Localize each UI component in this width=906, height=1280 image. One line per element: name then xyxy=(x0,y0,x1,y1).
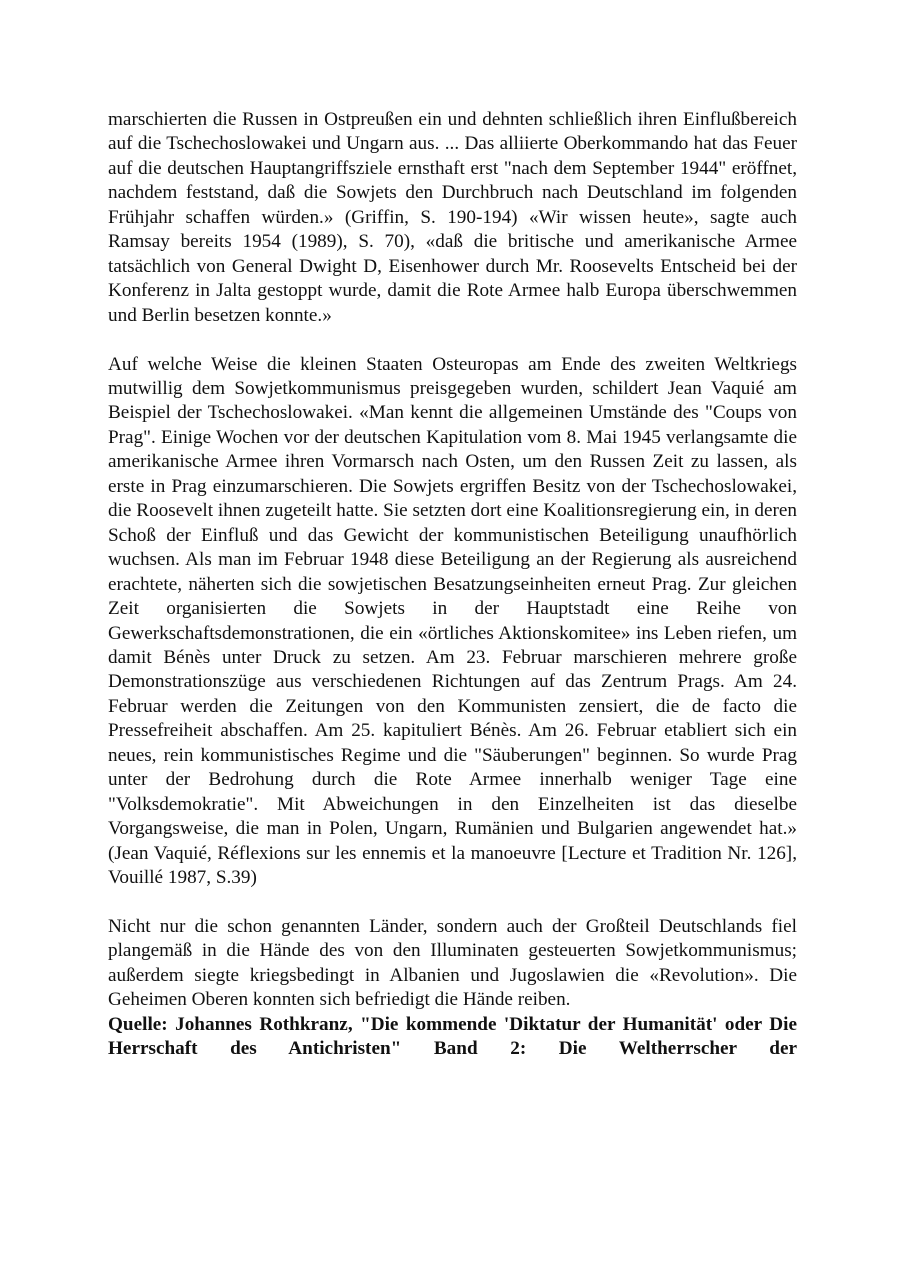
paragraph-3: Nicht nur die schon genannten Länder, sondern auch der Großteil Deutschlands fiel plangemäß in die Hände des von den Illuminaten gesteuerten Sowjetkommunismus; außerdem siegte kriegsbedingt in Albanien und Jugoslawien die «Revolution». Die Geheimen Oberen konnten sich befriedigt die Hände reiben. xyxy=(108,915,797,1011)
paragraph-2: Auf welche Weise die kleinen Staaten Osteuropas am Ende des zweiten Weltkriegs mutwillig dem Sowjetkommunismus preisgegeben wurden, schildert Jean Vaquié am Beispiel der Tschechoslowakei. «Man kennt die allgemeinen Umstände des "Coups von Prag". Einige Wochen vor der deutschen Kapitulation vom 8. Mai 1945 verlangsamte die amerikanische Armee ihren Vormarsch nach Osten, um den Russen Zeit zu lassen, als erste in Prag einzumarschieren. Die Sowjets ergriffen Besitz von der Tschechoslowakei, die Roosevelt ihnen zugeteilt hatte. Sie setzten dort eine Koalitionsregierung ein, in deren Schoß der Einfluß und das Gewicht der kommunistischen Beteiligung unaufhörlich wuchsen. Als man im Februar 1948 diese Beteiligung an der Regierung als ausreichend erachtete, näherten sich die sowjetischen Besatzungseinheiten erneut Prag. Zur gleichen Zeit organisierten die Sowjets in der Hauptstadt eine Reihe von Gewerkschaftsdemonstrationen, die ein «örtliches Aktionskomitee» ins Leben riefen, um damit Bénès unter Druck zu setzen. Am 23. Februar marschieren mehrere große Demonstrationszüge aus verschiedenen Richtungen auf das Zentrum Prags. Am 24. Februar werden die Zeitungen von den Kommunisten zensiert, die de facto die Pressefreiheit abschaffen. Am 25. kapituliert Bénès. Am 26. Februar etabliert sich ein neues, rein kommunistisches Regime und die "Säuberungen" beginnen. So wurde Prag unter der Bedrohung durch die Rote Armee innerhalb weniger Tage eine "Volksdemokratie". Mit Abweichungen in den Einzelheiten ist das dieselbe Vorgangsweise, die man in Polen, Ungarn, Rumänien und Bulgarien angewendet hat.» (Jean Vaquié, Réflexions sur les ennemis et la manoeuvre [Lecture et Tradition Nr. 126], Vouillé 1987, S.39) xyxy=(108,353,797,889)
document-page xyxy=(108,108,797,1062)
paragraph-spacer xyxy=(108,328,797,352)
paragraph-spacer xyxy=(108,890,797,914)
source-citation: Quelle: Johannes Rothkranz, "Die kommende 'Diktatur der Humanität' oder Die Herrschaft des Antichristen" Band 2: Die Weltherrscher der xyxy=(108,1013,797,1060)
paragraph-1: marschierten die Russen in Ostpreußen ein und dehnten schließlich ihren Einflußbereich auf die Tschechoslowakei und Ungarn aus. ... Das alliierte Oberkommando hat das Feuer auf die deutschen Hauptangriffsziele ernsthaft erst "nach dem September 1944" eröffnet, nachdem feststand, daß die Sowjets den Durchbruch nach Deutschland im folgenden Frühjahr schaffen würden.» (Griffin, S. 190-194) «Wir wissen heute», sagte auch Ramsay bereits 1954 (1989), S. 70), «daß die britische und amerikanische Armee tatsächlich von General Dwight D, Eisenhower durch Mr. Roosevelts Entscheid bei der Konferenz in Jalta gestoppt wurde, damit die Rote Armee halb Europa überschwemmen und Berlin besetzen konnte.» xyxy=(108,109,797,326)
